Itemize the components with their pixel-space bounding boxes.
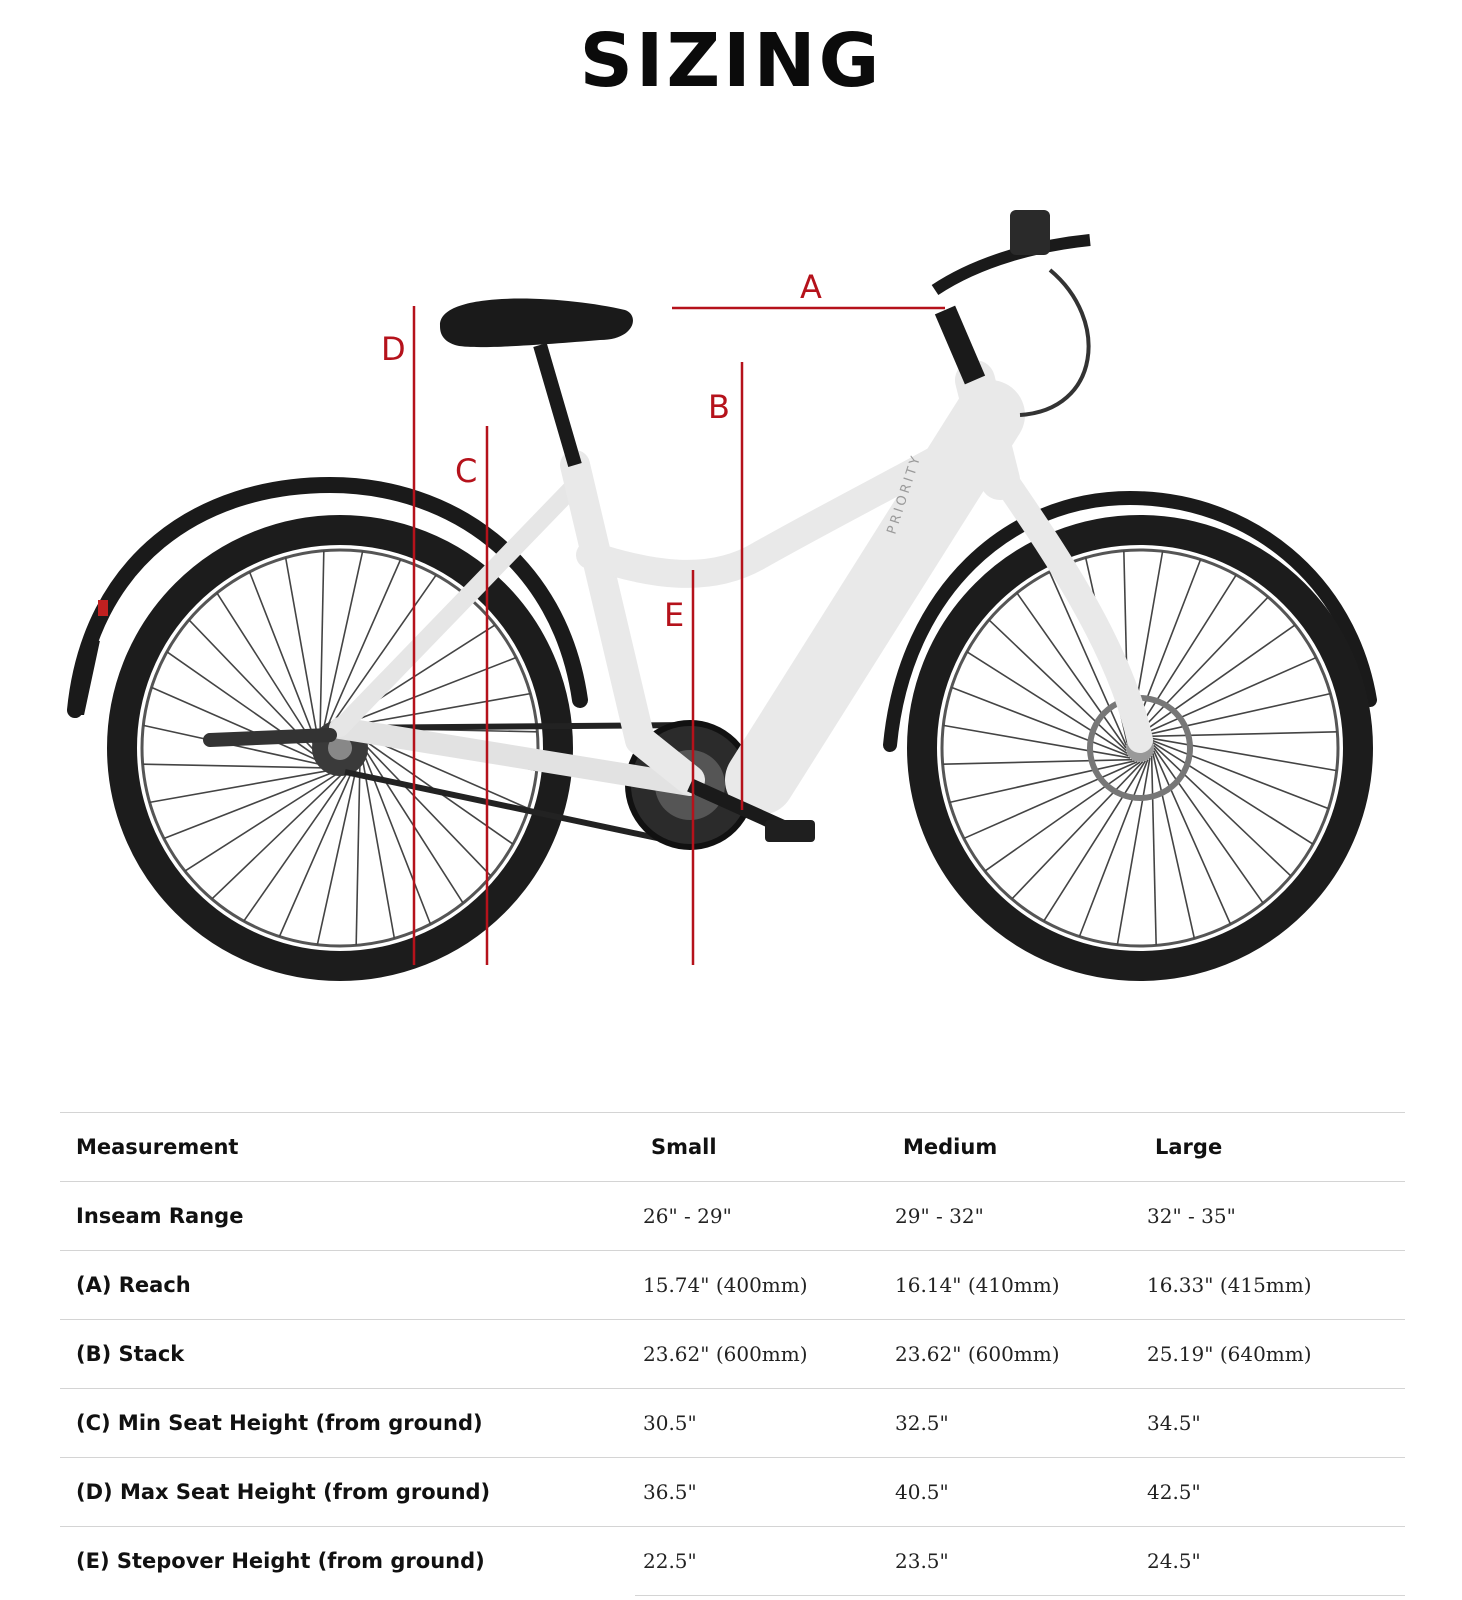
cell-medium: 32.5" bbox=[887, 1389, 1139, 1458]
saddle bbox=[440, 299, 633, 348]
sizing-table bbox=[60, 1112, 1405, 1596]
table-row bbox=[60, 1527, 1405, 1596]
cell-medium: 16.14" (410mm) bbox=[887, 1251, 1139, 1320]
row-label: (D) Max Seat Height (from ground) bbox=[60, 1458, 635, 1527]
wheel-spoke bbox=[1012, 762, 1143, 899]
wheel-spoke bbox=[1150, 738, 1337, 771]
dimension-label-a: A bbox=[800, 268, 822, 306]
pedal bbox=[765, 820, 815, 842]
cell-small: 23.62" (600mm) bbox=[635, 1320, 887, 1389]
display-unit bbox=[1010, 210, 1050, 255]
table-header-row bbox=[60, 1113, 1405, 1182]
cell-large: 24.5" bbox=[1139, 1527, 1405, 1596]
wheel-spoke bbox=[943, 725, 1130, 758]
wheel-spoke bbox=[356, 761, 360, 945]
cell-large: 32" - 35" bbox=[1139, 1182, 1405, 1251]
dimension-label-b: B bbox=[708, 388, 730, 426]
wheel-spoke bbox=[1117, 758, 1150, 945]
wheel-spoke bbox=[1154, 748, 1263, 903]
wheel-spoke bbox=[320, 551, 324, 735]
wheel-spoke bbox=[985, 762, 1140, 871]
row-label: (B) Stack bbox=[60, 1320, 635, 1389]
cell-small: 36.5" bbox=[635, 1458, 887, 1527]
cell-medium: 29" - 32" bbox=[887, 1182, 1139, 1251]
wheel-spoke bbox=[151, 687, 320, 761]
header-measurement: Measurement bbox=[60, 1113, 635, 1182]
header-medium: Medium bbox=[887, 1113, 1139, 1182]
dimension-label-c: C bbox=[455, 452, 478, 490]
wheel-spoke bbox=[1148, 732, 1338, 737]
page-title: SIZING bbox=[579, 18, 883, 104]
cell-large: 25.19" (640mm) bbox=[1139, 1320, 1405, 1389]
cell-medium: 23.5" bbox=[887, 1527, 1139, 1596]
wheel-spoke bbox=[1137, 597, 1268, 734]
cell-large: 16.33" (415mm) bbox=[1139, 1251, 1405, 1320]
wheel-spoke bbox=[1152, 756, 1157, 946]
wheel-spoke bbox=[1143, 658, 1316, 735]
wheel-spoke bbox=[150, 770, 331, 802]
wheel-spoke bbox=[1154, 745, 1291, 876]
bike-sizing-figure bbox=[0, 180, 1462, 1000]
cell-large: 42.5" bbox=[1139, 1458, 1405, 1527]
cell-small: 15.74" (400mm) bbox=[635, 1251, 887, 1320]
header-large: Large bbox=[1139, 1113, 1405, 1182]
cell-small: 26" - 29" bbox=[635, 1182, 887, 1251]
wheel-spoke bbox=[286, 558, 318, 739]
cell-medium: 23.62" (600mm) bbox=[887, 1320, 1139, 1389]
wheel-spoke bbox=[943, 760, 1133, 765]
header-small: Small bbox=[635, 1113, 887, 1182]
wheel-spoke bbox=[279, 768, 353, 937]
cell-small: 30.5" bbox=[635, 1389, 887, 1458]
table-row bbox=[60, 1458, 1405, 1527]
dimension-label-e: E bbox=[664, 596, 685, 634]
frame-brand-text: PRIORITY bbox=[884, 452, 925, 537]
table-row bbox=[60, 1320, 1405, 1389]
row-label: (C) Min Seat Height (from ground) bbox=[60, 1389, 635, 1458]
seatpost bbox=[540, 345, 575, 465]
wheel-spoke bbox=[212, 772, 345, 899]
dimension-label-d: D bbox=[381, 330, 406, 368]
cell-small: 22.5" bbox=[635, 1527, 887, 1596]
brake-cable bbox=[1020, 270, 1089, 415]
row-label: (A) Reach bbox=[60, 1251, 635, 1320]
wheel-spoke bbox=[1140, 625, 1295, 734]
stem bbox=[945, 310, 975, 380]
cell-large: 34.5" bbox=[1139, 1389, 1405, 1458]
row-label: (E) Stepover Height (from ground) bbox=[60, 1527, 635, 1596]
wheel-spoke bbox=[964, 762, 1137, 839]
wheel-spoke bbox=[143, 764, 327, 768]
bike-illustration bbox=[70, 210, 1370, 966]
table-row bbox=[60, 1182, 1405, 1251]
cell-medium: 40.5" bbox=[887, 1458, 1139, 1527]
table-row bbox=[60, 1251, 1405, 1320]
row-label: Inseam Range bbox=[60, 1182, 635, 1251]
kickstand bbox=[210, 735, 330, 740]
wheel-spoke bbox=[1154, 751, 1231, 924]
table-row bbox=[60, 1389, 1405, 1458]
rear-reflector bbox=[98, 600, 108, 616]
wheel-spoke bbox=[364, 743, 491, 876]
